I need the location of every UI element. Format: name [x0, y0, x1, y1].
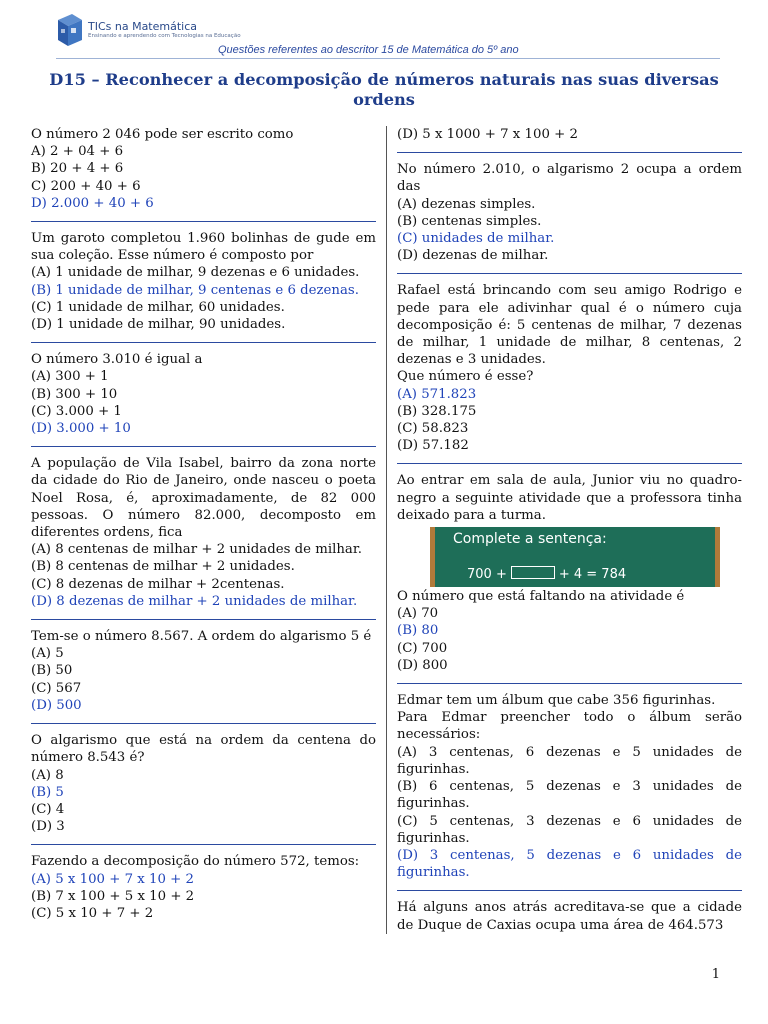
- option: (C) 5 x 10 + 7 + 2: [31, 905, 154, 921]
- question-stem: O número 3.010 é igual a: [31, 352, 203, 368]
- question: [31, 853, 376, 922]
- page-number: 1: [711, 967, 720, 982]
- question-separator: [31, 342, 376, 343]
- option: (C) 700: [397, 640, 448, 656]
- correct-option: (C) unidades de milhar.: [397, 231, 555, 247]
- question-stem: O algarismo que está na ordem da centena do número 8.543 é?: [31, 733, 376, 766]
- option: (D) 5 x 1000 + 7 x 100 + 2: [397, 127, 578, 142]
- question-stem: Tem-se o número 8.567. A ordem do algarismo 5 é: [31, 629, 372, 645]
- question-stem: Edmar tem um álbum que cabe 356 figurinhas.: [397, 693, 716, 709]
- option: (C) 3.000 + 1: [31, 403, 122, 419]
- question: [397, 692, 742, 881]
- question: [31, 628, 376, 714]
- right-column: [397, 126, 742, 934]
- question: [31, 732, 376, 835]
- correct-option: (D) 8 dezenas de milhar + 2 unidades de milhar.: [31, 593, 358, 609]
- expression-right: + 4 = 784: [558, 567, 627, 583]
- question: [397, 899, 742, 933]
- option: (C) 5 centenas, 3 dezenas e 6 unidades de figurinhas.: [397, 813, 742, 846]
- question-stem: A população de Vila Isabel, bairro da zona norte da cidade do Rio de Janeiro, onde nasceu o poeta Noel Rosa, é, aproximadamente, de 82 000 pessoas. O número 82.000, decomposto em diferentes ordens, fica: [31, 456, 376, 541]
- correct-option: (D) 3.000 + 10: [31, 421, 131, 437]
- question-separator: [31, 844, 376, 845]
- option: (B) centenas simples.: [397, 213, 542, 229]
- header-subtitle: Questões referentes ao descritor 15 de Matemática do 5º ano: [218, 44, 519, 56]
- question-stem: No número 2.010, o algarismo 2 ocupa a ordem das: [397, 162, 742, 195]
- option: (D) 3: [31, 819, 65, 835]
- correct-option: (D) 3 centenas, 5 dezenas e 6 unidades de figurinhas.: [397, 847, 742, 881]
- logo-tagline: Ensinando e aprendendo com Tecnologias na Educação: [88, 33, 241, 39]
- blackboard-image: [430, 527, 720, 587]
- question-stem: Um garoto completou 1.960 bolinhas de gude em sua coleção. Esse número é composto por: [31, 231, 376, 264]
- option: C) 200 + 40 + 6: [31, 178, 141, 194]
- option: (C) 8 dezenas de milhar + 2centenas.: [31, 576, 285, 592]
- option: (A) 5: [31, 646, 64, 662]
- correct-option: (D) 500: [31, 697, 82, 713]
- logo: [56, 14, 241, 54]
- option: (B) 50: [31, 663, 73, 679]
- question-continuation: [397, 126, 742, 143]
- correct-option: (A) 571.823: [397, 386, 477, 402]
- option: (D) 57.182: [397, 438, 469, 454]
- question-separator: [31, 446, 376, 447]
- option: (B) 328.175: [397, 403, 477, 419]
- option: A) 2 + 04 + 6: [31, 144, 124, 160]
- option: (A) 300 + 1: [31, 369, 109, 385]
- left-column: [31, 126, 376, 922]
- question: [31, 230, 376, 333]
- option: (C) 567: [31, 680, 82, 696]
- question: [31, 351, 376, 437]
- option: (C) 4: [31, 801, 65, 817]
- question: [31, 455, 376, 610]
- question: [397, 282, 742, 454]
- option: (A) 8: [31, 767, 64, 783]
- correct-option: D) 2.000 + 40 + 6: [31, 195, 154, 211]
- question-separator: [31, 723, 376, 724]
- blackboard-expression: [467, 566, 626, 583]
- option: (A) 1 unidade de milhar, 9 dezenas e 6 unidades.: [31, 265, 360, 281]
- question-separator: [31, 619, 376, 620]
- blank-box: [511, 566, 555, 579]
- option: (A) 8 centenas de milhar + 2 unidades de milhar.: [31, 542, 362, 558]
- question-stem: Que número é esse?: [397, 369, 534, 385]
- option: (B) 8 centenas de milhar + 2 unidades.: [31, 559, 295, 575]
- option: (B) 300 + 10: [31, 386, 118, 402]
- question-stem: O número 2 046 pode ser escrito como: [31, 127, 294, 142]
- option: (D) 1 unidade de milhar, 90 unidades.: [31, 317, 286, 333]
- page-title: D15 – Reconhecer a decomposição de números naturais nas suas diversas ordens: [49, 70, 719, 109]
- option: (D) 800: [397, 657, 448, 673]
- question-separator: [31, 221, 376, 222]
- question-separator: [397, 273, 742, 274]
- option: (D) dezenas de milhar.: [397, 248, 549, 264]
- question: [397, 472, 742, 674]
- column-divider: [386, 126, 387, 934]
- blackboard-title: Complete a sentença:: [453, 531, 607, 548]
- question-separator: [397, 890, 742, 891]
- option: (C) 58.823: [397, 421, 469, 437]
- option: (A) 70: [397, 606, 439, 622]
- question: [397, 161, 742, 264]
- logo-cube-icon: [56, 14, 84, 48]
- option: (A) dezenas simples.: [397, 196, 536, 212]
- header-rule: [56, 58, 720, 59]
- correct-option: (A) 5 x 100 + 7 x 10 + 2: [31, 871, 194, 887]
- question-stem: Ao entrar em sala de aula, Junior viu no quadro-negro a seguinte atividade que a professora tinha deixado para a turma.: [397, 473, 742, 523]
- question-separator: [397, 463, 742, 464]
- question-stem: Fazendo a decomposição do número 572, temos:: [31, 854, 360, 870]
- option: (B) 7 x 100 + 5 x 10 + 2: [31, 888, 195, 904]
- question-stem: Há alguns anos atrás acreditava-se que a cidade de Duque de Caxias ocupa uma área de 464.573: [397, 900, 742, 933]
- correct-option: (B) 5: [31, 784, 64, 800]
- question-stem: Para Edmar preencher todo o álbum serão necessários:: [397, 710, 742, 743]
- correct-option: (B) 80: [397, 623, 439, 639]
- question: [31, 126, 376, 212]
- question-stem: Rafael está brincando com seu amigo Rodrigo e pede para ele adivinhar qual é o número cuja decomposição é: 5 centenas de milhar, 7 dezenas de milhar, 1 unidade de milhar, 8 centenas, 2 dezenas e 3 unidades.: [397, 283, 742, 368]
- option: (B) 6 centenas, 5 dezenas e 3 unidades de figurinhas.: [397, 779, 742, 812]
- correct-option: (B) 1 unidade de milhar, 9 centenas e 6 dezenas.: [31, 282, 359, 298]
- logo-name: TICs na Matemática: [88, 20, 198, 33]
- question-stem: O número que está faltando na atividade é: [397, 589, 685, 605]
- option: (C) 1 unidade de milhar, 60 unidades.: [31, 299, 285, 315]
- option: B) 20 + 4 + 6: [31, 161, 124, 177]
- question-separator: [397, 152, 742, 153]
- option: (A) 3 centenas, 6 dezenas e 5 unidades de figurinhas.: [397, 744, 742, 777]
- question-separator: [397, 683, 742, 684]
- expression-left: 700 +: [467, 567, 507, 583]
